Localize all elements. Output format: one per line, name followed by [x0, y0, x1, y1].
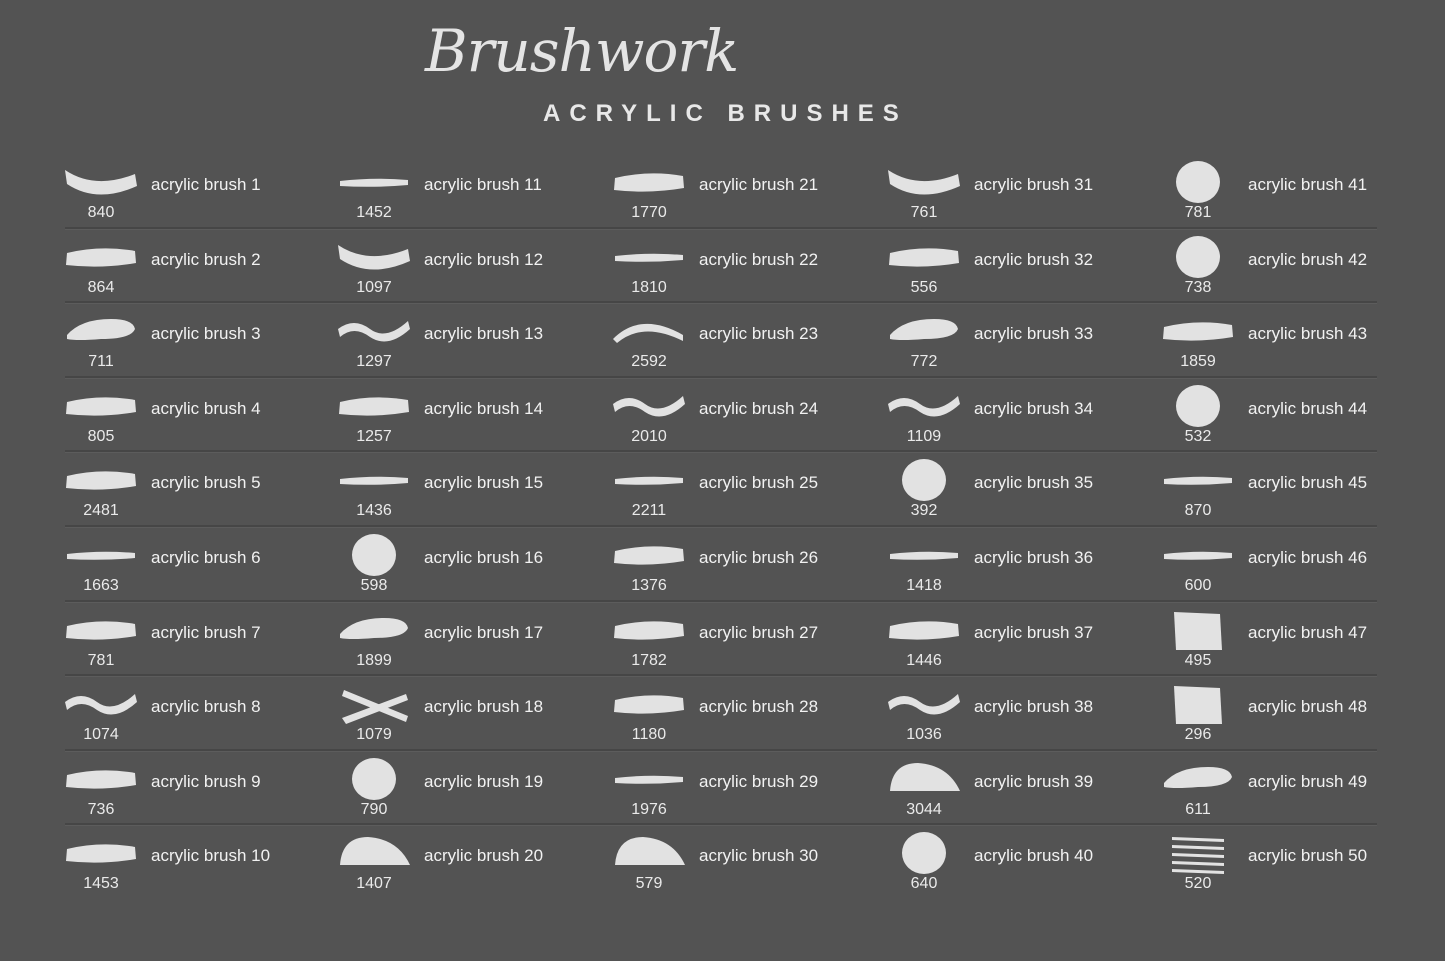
brush-stroke-preview — [884, 160, 964, 206]
brush-name: acrylic brush 45 — [1248, 473, 1368, 492]
brush-item[interactable] — [884, 309, 1159, 383]
brush-name: acrylic brush 3 — [151, 324, 261, 343]
brush-stroke-preview — [61, 757, 141, 803]
brush-stroke-preview — [884, 682, 964, 728]
brush-stroke-preview — [61, 608, 141, 654]
brush-stroke-preview — [609, 831, 689, 877]
brush-stroke-preview — [334, 682, 414, 728]
brush-size: 532 — [1184, 428, 1212, 445]
brush-name: acrylic brush 18 — [424, 697, 544, 716]
brush-name: acrylic brush 32 — [974, 250, 1094, 269]
brush-item[interactable] — [609, 458, 884, 532]
brush-stroke-preview — [609, 384, 689, 430]
brush-stroke-preview — [884, 757, 964, 803]
brush-size: 1109 — [906, 428, 942, 445]
brush-name: acrylic brush 15 — [424, 473, 544, 492]
brush-item[interactable] — [884, 533, 1159, 607]
brush-item[interactable] — [334, 309, 609, 383]
brush-stroke-preview — [61, 309, 141, 355]
brush-stroke-preview — [334, 160, 414, 206]
brush-item[interactable] — [884, 831, 1159, 905]
brush-name: acrylic brush 39 — [974, 772, 1094, 791]
brush-item[interactable] — [1158, 533, 1433, 607]
brush-item[interactable] — [1158, 458, 1433, 532]
brush-item[interactable] — [61, 309, 336, 383]
brush-stroke-preview — [884, 384, 964, 430]
brush-item[interactable] — [1158, 757, 1433, 831]
brush-stroke-preview — [1158, 235, 1238, 281]
brush-stroke-preview — [884, 309, 964, 355]
brush-stroke-preview — [884, 458, 964, 504]
brush-size: 781 — [87, 652, 115, 669]
brush-item[interactable] — [1158, 831, 1433, 905]
brush-item[interactable] — [884, 384, 1159, 458]
brush-name: acrylic brush 38 — [974, 697, 1094, 716]
brush-size: 1376 — [631, 577, 667, 594]
brush-stroke-preview — [334, 458, 414, 504]
brush-name: acrylic brush 33 — [974, 324, 1094, 343]
brush-name: acrylic brush 4 — [151, 399, 261, 418]
brush-name: acrylic brush 22 — [699, 250, 819, 269]
brush-item[interactable] — [609, 757, 884, 831]
brush-name: acrylic brush 31 — [974, 175, 1094, 194]
subtitle: ACRYLIC BRUSHES — [543, 100, 908, 127]
brush-stroke-preview — [334, 608, 414, 654]
brush-item[interactable] — [884, 682, 1159, 756]
brush-item[interactable] — [609, 608, 884, 682]
brush-stroke-preview — [609, 533, 689, 579]
brush-size: 1079 — [356, 726, 392, 743]
brush-name: acrylic brush 24 — [699, 399, 819, 418]
brush-stroke-preview — [1158, 608, 1238, 654]
brush-stroke-preview — [61, 160, 141, 206]
brush-stroke-preview — [884, 831, 964, 877]
brush-size: 1418 — [906, 577, 942, 594]
brush-name: acrylic brush 35 — [974, 473, 1094, 492]
brush-name: acrylic brush 9 — [151, 772, 261, 791]
brush-name: acrylic brush 5 — [151, 473, 261, 492]
brush-item[interactable] — [334, 682, 609, 756]
brush-size: 1452 — [356, 204, 392, 221]
brush-size: 2010 — [631, 428, 667, 445]
brush-size: 1663 — [83, 577, 119, 594]
brush-name: acrylic brush 49 — [1248, 772, 1368, 791]
brush-item[interactable] — [884, 458, 1159, 532]
brush-size: 1436 — [356, 502, 392, 519]
brush-name: acrylic brush 40 — [974, 846, 1094, 865]
brush-size: 1297 — [356, 353, 392, 370]
brush-name: acrylic brush 17 — [424, 623, 544, 642]
brush-item[interactable] — [1158, 309, 1433, 383]
brush-size: 556 — [910, 279, 938, 296]
brush-name: acrylic brush 20 — [424, 846, 544, 865]
brush-stroke-preview — [61, 458, 141, 504]
brush-item[interactable] — [334, 831, 609, 905]
brush-stroke-preview — [334, 533, 414, 579]
brush-size: 296 — [1184, 726, 1212, 743]
brush-stroke-preview — [609, 458, 689, 504]
brush-name: acrylic brush 23 — [699, 324, 819, 343]
brush-stroke-preview — [334, 757, 414, 803]
brush-name: acrylic brush 27 — [699, 623, 819, 642]
brush-size: 1180 — [631, 726, 667, 743]
brush-item[interactable] — [884, 160, 1159, 234]
brush-name: acrylic brush 44 — [1248, 399, 1368, 418]
brush-item[interactable] — [1158, 608, 1433, 682]
brush-stroke-preview — [1158, 160, 1238, 206]
brush-stroke-preview — [1158, 384, 1238, 430]
brush-size: 495 — [1184, 652, 1212, 669]
brush-size: 520 — [1184, 875, 1212, 892]
brush-item[interactable] — [61, 533, 336, 607]
brush-stroke-preview — [609, 235, 689, 281]
brush-size: 600 — [1184, 577, 1212, 594]
brush-item[interactable] — [609, 309, 884, 383]
brush-size: 840 — [87, 204, 115, 221]
brush-stroke-preview — [1158, 533, 1238, 579]
brush-size: 1782 — [631, 652, 667, 669]
brush-name: acrylic brush 26 — [699, 548, 819, 567]
brush-stroke-preview — [61, 682, 141, 728]
brush-name: acrylic brush 29 — [699, 772, 819, 791]
brush-size: 1810 — [631, 279, 667, 296]
brush-name: acrylic brush 47 — [1248, 623, 1368, 642]
brush-item[interactable] — [61, 384, 336, 458]
brush-name: acrylic brush 13 — [424, 324, 544, 343]
brush-size: 640 — [910, 875, 938, 892]
brush-name: acrylic brush 42 — [1248, 250, 1368, 269]
brush-stroke-preview — [334, 309, 414, 355]
brush-size: 781 — [1184, 204, 1212, 221]
brush-size: 1859 — [1180, 353, 1216, 370]
brush-size: 579 — [635, 875, 663, 892]
brush-stroke-preview — [61, 831, 141, 877]
brush-item[interactable] — [609, 160, 884, 234]
brush-item[interactable] — [61, 682, 336, 756]
brush-size: 611 — [1185, 801, 1211, 818]
brush-stroke-preview — [1158, 458, 1238, 504]
brush-size: 870 — [1184, 502, 1212, 519]
brush-item[interactable] — [884, 757, 1159, 831]
brush-size: 392 — [910, 502, 938, 519]
brush-size: 2481 — [83, 502, 119, 519]
brush-size: 3044 — [906, 801, 942, 818]
brush-stroke-preview — [609, 608, 689, 654]
brush-name: acrylic brush 50 — [1248, 846, 1368, 865]
brush-item[interactable] — [61, 757, 336, 831]
brush-name: acrylic brush 12 — [424, 250, 544, 269]
brush-stroke-preview — [334, 831, 414, 877]
brush-item[interactable] — [334, 160, 609, 234]
brush-stroke-preview — [334, 384, 414, 430]
brush-name: acrylic brush 14 — [424, 399, 544, 418]
brush-stroke-preview — [884, 533, 964, 579]
brush-stroke-preview — [609, 757, 689, 803]
brush-size: 761 — [910, 204, 938, 221]
brush-item[interactable] — [61, 235, 336, 309]
brush-item[interactable] — [61, 608, 336, 682]
brush-stroke-preview — [334, 235, 414, 281]
brush-name: acrylic brush 36 — [974, 548, 1094, 567]
brush-stroke-preview — [61, 533, 141, 579]
brush-stroke-preview — [61, 384, 141, 430]
brush-item[interactable] — [334, 384, 609, 458]
brush-name: acrylic brush 7 — [151, 623, 261, 642]
brush-size: 805 — [87, 428, 115, 445]
brush-item[interactable] — [884, 608, 1159, 682]
brush-stroke-preview — [1158, 831, 1238, 877]
brush-item[interactable] — [334, 458, 609, 532]
brush-item[interactable] — [334, 533, 609, 607]
brush-item[interactable] — [609, 831, 884, 905]
brush-stroke-preview — [609, 682, 689, 728]
brush-size: 598 — [360, 577, 388, 594]
brush-name: acrylic brush 8 — [151, 697, 261, 716]
brush-size: 1770 — [631, 204, 667, 221]
brush-size: 1407 — [356, 875, 392, 892]
brush-size: 2211 — [631, 502, 667, 519]
brush-stroke-preview — [1158, 757, 1238, 803]
brush-stroke-preview — [609, 160, 689, 206]
script-title: Brushwork — [425, 17, 739, 85]
brush-item[interactable] — [61, 160, 336, 234]
brush-item[interactable] — [334, 235, 609, 309]
brush-name: acrylic brush 25 — [699, 473, 819, 492]
brush-stroke-preview — [884, 235, 964, 281]
brush-name: acrylic brush 2 — [151, 250, 261, 269]
brush-size: 736 — [87, 801, 115, 818]
brush-size: 1899 — [356, 652, 392, 669]
brush-name: acrylic brush 37 — [974, 623, 1094, 642]
brush-size: 1074 — [83, 726, 119, 743]
brush-item[interactable] — [334, 608, 609, 682]
brush-item[interactable] — [334, 757, 609, 831]
brush-item[interactable] — [61, 831, 336, 905]
brush-size: 1097 — [356, 279, 392, 296]
brush-item[interactable] — [609, 384, 884, 458]
brush-size: 1446 — [906, 652, 942, 669]
brush-stroke-preview — [1158, 682, 1238, 728]
brush-name: acrylic brush 30 — [699, 846, 819, 865]
brush-item[interactable] — [609, 682, 884, 756]
brush-item[interactable] — [609, 533, 884, 607]
brush-name: acrylic brush 46 — [1248, 548, 1368, 567]
brush-name: acrylic brush 41 — [1248, 175, 1368, 194]
brush-size: 1453 — [83, 875, 119, 892]
brush-item[interactable] — [1158, 160, 1433, 234]
brush-item[interactable] — [884, 235, 1159, 309]
brush-name: acrylic brush 43 — [1248, 324, 1368, 343]
brush-size: 1257 — [356, 428, 392, 445]
brush-stroke-preview — [61, 235, 141, 281]
brush-size: 1976 — [631, 801, 667, 818]
brush-item[interactable] — [609, 235, 884, 309]
brush-size: 738 — [1184, 279, 1212, 296]
brush-size: 2592 — [631, 353, 667, 370]
brush-name: acrylic brush 6 — [151, 548, 261, 567]
brush-name: acrylic brush 48 — [1248, 697, 1368, 716]
brush-size: 711 — [88, 353, 114, 370]
brush-stroke-preview — [609, 309, 689, 355]
brush-name: acrylic brush 11 — [424, 175, 542, 194]
brush-name: acrylic brush 19 — [424, 772, 544, 791]
brush-name: acrylic brush 10 — [151, 846, 271, 865]
brush-size: 790 — [360, 801, 388, 818]
brush-size: 864 — [87, 279, 115, 296]
brush-name: acrylic brush 34 — [974, 399, 1094, 418]
brush-item[interactable] — [1158, 384, 1433, 458]
brush-item[interactable] — [1158, 682, 1433, 756]
brush-size: 1036 — [906, 726, 942, 743]
brush-stroke-preview — [884, 608, 964, 654]
brush-name: acrylic brush 28 — [699, 697, 819, 716]
brush-item[interactable] — [61, 458, 336, 532]
brush-stroke-preview — [1158, 309, 1238, 355]
brush-name: acrylic brush 21 — [699, 175, 819, 194]
brush-item[interactable] — [1158, 235, 1433, 309]
brush-name: acrylic brush 16 — [424, 548, 544, 567]
brush-size: 772 — [910, 353, 938, 370]
brush-name: acrylic brush 1 — [151, 175, 261, 194]
